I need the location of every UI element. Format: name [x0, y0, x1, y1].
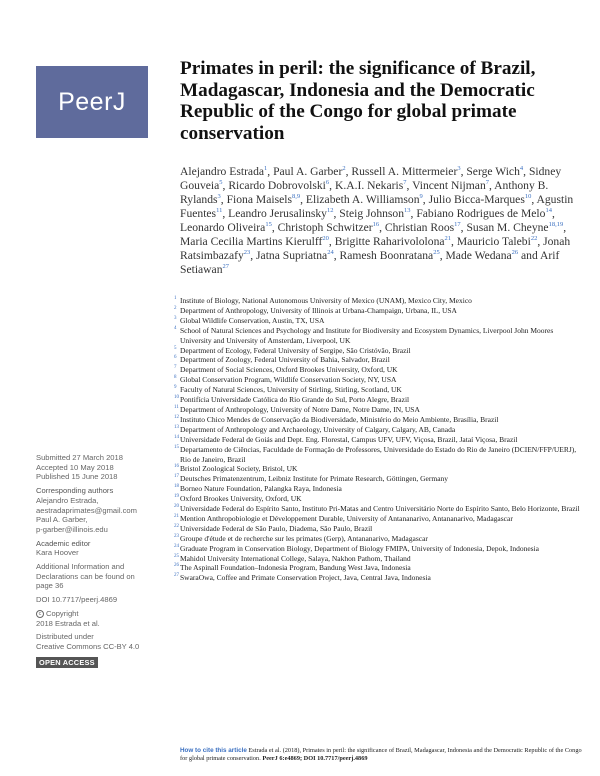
author-affiliation-marker[interactable]: 9 [419, 193, 423, 201]
author-name[interactable]: Maria Cecilia Martins Kierulff [180, 235, 323, 249]
author-affiliation-marker[interactable]: 25 [433, 249, 440, 257]
affiliation-number: 19 [174, 494, 179, 500]
author-name[interactable]: Susan M. Cheyne [466, 221, 549, 235]
affiliation-number: 16 [174, 464, 179, 470]
author-name[interactable]: Jatna Supriatna [256, 249, 328, 263]
affiliation-text: Global Wildlife Conservation, Austin, TX, USA [180, 315, 325, 325]
author-name[interactable]: Elizabeth A. Williamson [305, 193, 420, 207]
author-separator: , [523, 165, 529, 178]
affiliation-number: 9 [174, 385, 177, 391]
affiliation-item [176, 524, 581, 534]
author-affiliation-marker[interactable]: 27 [222, 263, 229, 271]
affiliation-number: 26 [174, 563, 179, 569]
affiliation-number: 1 [174, 296, 177, 301]
affiliation-text: Departamento de Ciências, Faculdade de Formação de Professores, Universidade do Estado do Rio de Janeiro (DCIEN/FFP/UERJ), Rio de Janeiro, Brazil [180, 444, 577, 464]
affiliation-text: Borneo Nature Foundation, Palangka Raya, Indonesia [180, 484, 342, 494]
author-affiliation-marker[interactable]: 8,9 [291, 193, 301, 201]
author-separator: , [422, 193, 429, 207]
affiliation-item [176, 395, 581, 405]
author-affiliation-marker[interactable]: 21 [444, 235, 452, 243]
affiliation-number: 23 [174, 533, 179, 539]
affiliation-item [176, 494, 581, 504]
affiliation-item [176, 504, 581, 514]
affiliation-text: Global Conservation Program, Wildlife Conservation Society, NY, USA [180, 375, 397, 385]
affiliation-number: 15 [174, 444, 179, 450]
author-name[interactable]: Mauricio Talebi [456, 235, 531, 249]
author-separator: , [271, 221, 278, 235]
author-name[interactable]: Anthony B. Rylands [180, 179, 549, 207]
affiliation-item [176, 385, 581, 395]
affiliation-text: Department of Ecology, Federal University of Sergipe, São Cristóvão, Brazil [180, 345, 411, 355]
affiliation-number: 3 [174, 315, 177, 321]
author-separator: , [489, 179, 495, 193]
affiliation-text: Institute of Biology, National Autonomous University of Mexico (UNAM), Mexico City, Mexico [180, 296, 472, 305]
author-name[interactable]: Brigitte Raharivololona [334, 235, 445, 249]
author-separator: , [451, 235, 457, 249]
additional-info-line-2: Declarations can be found on [36, 571, 135, 581]
author-affiliation-marker[interactable]: 13 [404, 207, 411, 215]
author-affiliation-marker[interactable]: 18,19 [548, 221, 564, 229]
affiliation-item [176, 425, 581, 435]
affiliation-text: The Aspinall Foundation–Indonesia Program, Bandung West Java, Indonesia [180, 563, 411, 573]
affiliation-item [176, 474, 581, 484]
citation-footer [180, 747, 590, 764]
author-name[interactable]: Agustin Fuentes [180, 193, 574, 221]
affiliation-item [176, 375, 581, 385]
affiliation-item [176, 326, 581, 346]
author-separator: , [333, 249, 340, 263]
author-affiliation-marker[interactable]: 4 [519, 165, 524, 173]
author-affiliation-marker[interactable]: 17 [454, 221, 461, 229]
author-name[interactable]: Leonardo Oliveira [180, 221, 266, 235]
author-affiliation-marker[interactable]: 22 [530, 235, 538, 243]
author-name[interactable]: Fabiano Rodrigues de Melo [416, 207, 546, 221]
author-separator: , [551, 207, 555, 221]
author-name[interactable]: Leandro Jerusalinsky [228, 207, 327, 221]
affiliation-text: Department of Anthropology and Archaeology, University of Calgary, Calgary, AB, Canada [180, 424, 456, 434]
author-affiliation-marker[interactable]: 10 [524, 193, 532, 201]
author-separator: , [329, 179, 335, 193]
affiliation-number: 21 [174, 513, 179, 519]
open-access-badge: OPEN ACCESS [36, 657, 98, 669]
affiliation-number: 5 [174, 345, 177, 351]
affiliation-text: Universidade Federal de Goiás and Dept. Eng. Florestal, Campus UFV, UFV, Viçosa, Brazil, Jataí Viçosa, Brazil [180, 434, 518, 444]
editor-name: Kara Hoover [36, 548, 79, 558]
affiliation-item [176, 346, 581, 356]
accepted-date: Accepted 10 May 2018 [36, 462, 114, 472]
affiliation-number: 10 [174, 395, 179, 401]
author-name[interactable]: Julio Bicca-Marques [428, 193, 525, 207]
author-name[interactable]: Alejandro Estrada [180, 165, 265, 178]
author-affiliation-marker[interactable]: 20 [322, 235, 329, 243]
author-affiliation-marker[interactable]: 24 [327, 249, 334, 257]
logo-text: PeerJ [58, 87, 126, 116]
author-name[interactable]: Ramesh Boonratana [339, 249, 434, 263]
corresponding-name-1: Alejandro Estrada, [36, 495, 99, 505]
submitted-date: Submitted 27 March 2018 [36, 453, 123, 462]
published-date: Published 15 June 2018 [36, 472, 118, 482]
citation-text: Estrada et al. (2018), Primates in peril: the significance of Brazil, Madagascar, Indonesia and the Democratic Republic of the Congo for global primate conservation. [180, 747, 582, 763]
author-separator: , [333, 207, 340, 221]
author-separator: , [328, 235, 335, 249]
article-sidebar [36, 453, 176, 668]
affiliation-text: Mention Anthropobiologie et Développement Durable, University of Antananarivo, Antananarivo, Madagascar [180, 513, 513, 523]
author-name[interactable]: Fiona Maisels [226, 193, 292, 207]
author-name[interactable]: Sidney Gouveia [180, 165, 562, 193]
affiliation-number: 12 [174, 414, 179, 420]
author-separator: , [460, 221, 467, 235]
author-affiliation-marker[interactable]: 14 [545, 207, 552, 215]
affiliation-text: Groupe d'étude et de recherche sur les primates (Gerp), Antananarivo, Madagascar [180, 533, 428, 543]
author-name[interactable]: Steig Johnson [339, 207, 405, 221]
how-to-cite-label: How to cite this article [180, 747, 247, 754]
corresponding-label: Corresponding authors [36, 486, 114, 496]
author-affiliation-marker[interactable]: 7 [485, 179, 489, 187]
affiliation-item [176, 316, 581, 326]
author-affiliation-marker[interactable]: 16 [372, 221, 380, 229]
citation-doi[interactable]: DOI 10.7717/peerj.4869 [303, 755, 368, 763]
author-separator: , [537, 235, 544, 249]
affiliation-item [176, 554, 581, 564]
author-affiliation-marker[interactable]: 23 [243, 249, 251, 257]
copyright-icon: c [36, 610, 44, 618]
affiliation-number: 17 [174, 474, 179, 480]
affiliation-item [176, 306, 581, 316]
author-name[interactable]: Vincent Nijman [412, 179, 486, 193]
author-affiliation-marker[interactable]: 7 [403, 179, 407, 187]
author-separator: , [410, 207, 417, 221]
affiliation-text: SwaraOwa, Coffee and Primate Conservation Project, Java, Central Java, Indonesia [180, 573, 431, 583]
doi-link[interactable]: DOI 10.7717/peerj.4869 [36, 595, 118, 605]
affiliation-number: 20 [174, 504, 179, 510]
affiliation-item [176, 484, 581, 494]
affiliation-text: Deutsches Primatenzentrum, Leibniz Institute for Primate Research, Göttingen, Germany [180, 474, 449, 484]
affiliation-number: 8 [174, 375, 177, 381]
corresponding-name-2: Paul A. Garber, [36, 515, 88, 525]
affiliation-text: Graduate Program in Conservation Biology, Department of Biology FMIPA, University of Indonesia, Depok, Indonesia [180, 543, 539, 553]
affiliation-number: 2 [174, 305, 177, 311]
affiliation-number: 27 [174, 573, 179, 579]
copyright-row [36, 609, 176, 619]
affiliation-text: Mahidol University International College, Salaya, Nakhon Pathom, Thailand [180, 553, 411, 563]
author-affiliation-marker[interactable]: 1 [264, 165, 268, 173]
affiliation-item [176, 563, 581, 573]
peerj-logo [36, 66, 148, 138]
affiliation-item [176, 296, 581, 306]
affiliation-item [176, 415, 581, 425]
author-affiliation-marker[interactable]: 5 [219, 179, 223, 187]
affiliation-number: 22 [174, 523, 179, 529]
affiliation-item [176, 435, 581, 445]
affiliation-item [176, 534, 581, 544]
author-separator: and [518, 249, 541, 263]
article-title: Primates in peril: the significance of Brazil, Madagascar, Indonesia and the Democratic Republic of the Congo for global primate conservation [180, 58, 536, 144]
author-name[interactable]: Jonah Ratsimbazafy [180, 235, 571, 263]
additional-info-line-1: Additional Information and [36, 562, 125, 572]
editor-label: Academic editor [36, 538, 91, 548]
affiliation-text: Bristol Zoological Society, Bristol, UK [180, 464, 298, 474]
affiliation-item [176, 355, 581, 365]
copyright-holder: 2018 Estrada et al. [36, 618, 100, 628]
affiliation-text: Oxford Brookes University, Oxford, UK [180, 494, 302, 504]
author-list [180, 165, 580, 277]
affiliation-text: Universidade Federal de São Paulo, Diadema, São Paulo, Brazil [180, 523, 373, 533]
additional-info-line-3: page 36 [36, 581, 64, 591]
author-affiliation-marker[interactable]: 26 [511, 249, 519, 257]
author-affiliation-marker[interactable]: 12 [326, 207, 334, 215]
affiliation-item [176, 573, 581, 583]
author-name[interactable]: K.A.I. Nekaris [334, 179, 404, 193]
affiliation-text: Faculty of Natural Sciences, University of Stirling, Stirling, Scotland, UK [180, 385, 402, 395]
author-name[interactable]: Serge Wich [466, 165, 520, 178]
author-name[interactable]: Made Wedana [445, 249, 512, 263]
copyright-label: Copyright [46, 608, 79, 618]
author-separator: , [439, 249, 446, 263]
affiliation-number: 11 [174, 404, 179, 410]
affiliation-text: Department of Anthropology, University of Notre Dame, Notre Dame, IN, USA [180, 404, 420, 414]
author-separator: , [220, 193, 227, 207]
affiliation-text: Pontifícia Universidade Católica do Rio Grande do Sul, Porto Alegre, Brazil [180, 395, 410, 405]
affiliation-number: 6 [174, 355, 177, 361]
author-affiliation-marker[interactable]: 3 [217, 193, 221, 201]
author-separator: , [300, 193, 306, 207]
affiliation-item [176, 365, 581, 375]
affiliation-text: Department of Zoology, Federal University of Bahia, Salvador, Brazil [180, 355, 390, 365]
affiliation-number: 24 [174, 543, 179, 549]
author-affiliation-marker[interactable]: 3 [457, 165, 461, 173]
corresponding-email-2[interactable]: p-garber@illinois.edu [36, 524, 108, 534]
author-affiliation-marker[interactable]: 11 [216, 207, 223, 215]
citation-journal: PeerJ [262, 755, 278, 763]
affiliation-text: Universidade Federal do Espírito Santo, Instituto Pri-Matas and Centro Universitário Norte do Espírito Santo, Belo Horizonte, Brazil [180, 504, 580, 514]
corresponding-email-1[interactable]: aestradaprimates@gmail.com [36, 505, 137, 515]
author-affiliation-marker[interactable]: 15 [265, 221, 272, 229]
author-name[interactable]: Arif Setiawan [180, 249, 560, 277]
author-separator: , [267, 165, 274, 178]
author-affiliation-marker[interactable]: 6 [325, 179, 330, 187]
affiliation-text: Department of Social Sciences, Oxford Brookes University, Oxford, UK [180, 365, 398, 375]
affiliation-item [176, 445, 581, 465]
affiliation-item [176, 464, 581, 474]
affiliation-item [176, 405, 581, 415]
license-line-1: Distributed under [36, 632, 94, 642]
author-separator: , [250, 249, 257, 263]
license-line-2[interactable]: Creative Commons CC-BY 4.0 [36, 641, 140, 651]
affiliation-item [176, 514, 581, 524]
affiliation-number: 13 [174, 424, 179, 430]
author-affiliation-marker[interactable]: 2 [342, 165, 346, 173]
affiliation-list [176, 296, 581, 583]
author-separator: , [222, 179, 229, 193]
author-name[interactable]: Christian Roos [384, 221, 455, 235]
affiliation-number: 14 [174, 434, 179, 440]
author-separator: , [222, 207, 229, 221]
author-separator: , [406, 179, 413, 193]
affiliation-text: Department of Anthropology, University of Illinois at Urbana-Champaign, Urbana, IL, USA [180, 305, 457, 315]
author-name[interactable]: Ricardo Dobrovolski [228, 179, 326, 193]
affiliation-number: 4 [174, 325, 177, 331]
author-separator: , [345, 165, 352, 178]
author-separator: , [531, 193, 537, 207]
affiliation-number: 18 [174, 484, 179, 490]
affiliation-item [176, 544, 581, 554]
affiliation-number: 7 [174, 365, 177, 371]
author-name[interactable]: Russell A. Mittermeier [351, 165, 458, 178]
author-name[interactable]: Christoph Schwitzer [277, 221, 373, 235]
author-separator: , [379, 221, 385, 235]
author-separator: , [460, 165, 467, 178]
citation-article: 6:e4869; [279, 755, 303, 763]
author-separator: , [563, 221, 567, 235]
affiliation-text: Instituto Chico Mendes de Conservação da Biodiversidade, Ministério do Meio Ambiente, Brasília, Brazil [180, 414, 499, 424]
affiliation-text: School of Natural Sciences and Psychology and Institute for Biodiversity and Ecosystem Dynamics, Liverpool John Moores University and University of Amsterdam, Liverpool, UK [180, 325, 554, 345]
affiliation-number: 25 [174, 553, 179, 559]
author-name[interactable]: Paul A. Garber [273, 165, 343, 178]
